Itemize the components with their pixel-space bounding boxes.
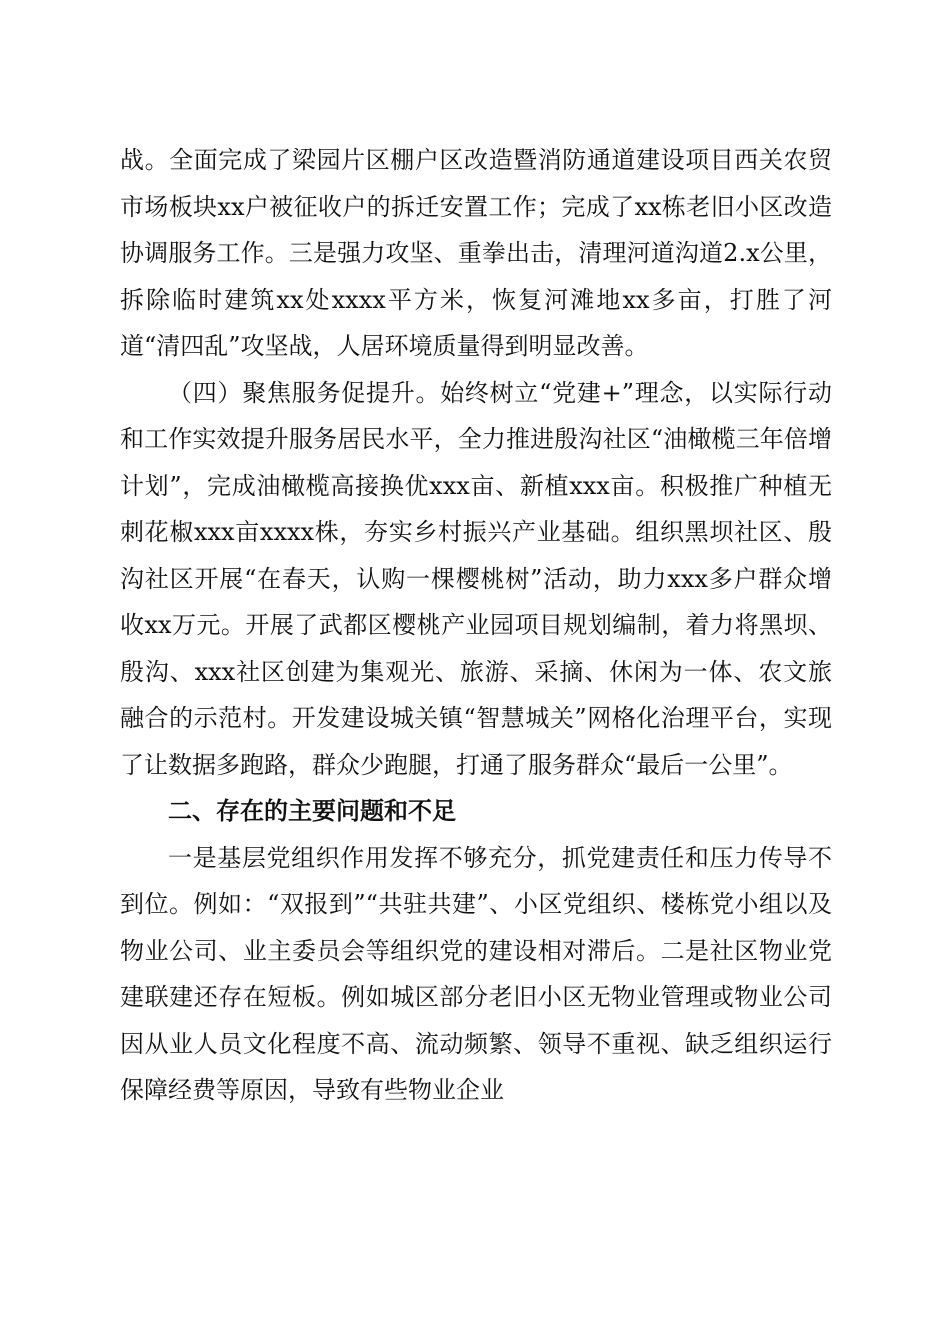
paragraph-river-cleanup: 战。全面完成了梁园片区棚户区改造暨消防通道建设项目西关农贸市场板块xx户被征收户的拆迁安置工作；完成了xx栋老旧小区改造协调服务工作。三是强力攻坚、重拳出击，清理河道沟道2.x公里，拆除临时建筑xx处xxxx平方米，恢复河滩地xx多亩，打胜了河道“清四乱”攻坚战，人居环境质量得到明显改善。 — [120, 146, 832, 360]
paragraph-body: 始终树立“党建+”理念，以实际行动和工作实效提升服务居民水平，全力推进殷沟社区“油橄榄三年倍增计划”，完成油橄榄高接换优xxx亩、新植xxx亩。积极推广种植无刺花椒xxx亩xxxx株，夯实乡村振兴产业基础。组织黑坝社区、殷沟社区开展“在春天，认购一棵樱桃树”活动，助力xxx多户群众增收xx万元。开展了武都区樱桃产业园项目规划编制，着力将黑坝、殷沟、xxx社区创建为集观光、旅游、采摘、休闲为一体、农文旅融合的示范村。开发建设城关镇“智慧城关”网格化治理平台，实现了让数据多跑路，群众少跑腿，打通了服务群众“最后一公里”。 — [120, 378, 832, 779]
paragraph-service-improvement — [120, 370, 832, 789]
section-heading-problems: 二、存在的主要问题和不足 — [168, 797, 456, 825]
paragraph-problems: 一是基层党组织作用发挥不够充分，抓党建责任和压力传导不到位。例如：“双报到”“共驻共建”、小区党组织、楼栋党小组以及物业公司、业主委员会等组织党的建设相对滞后。二是社区物业党建联建还存在短板。例如城区部分老旧小区无物业管理或物业公司因从业人员文化程度不高、流动频繁、领导不重视、缺乏组织运行保障经费等原因，导致有些物业企业 — [120, 843, 832, 1104]
paragraph-lead: （四）聚焦服务促提升。 — [168, 378, 441, 407]
document-body — [120, 137, 832, 1114]
